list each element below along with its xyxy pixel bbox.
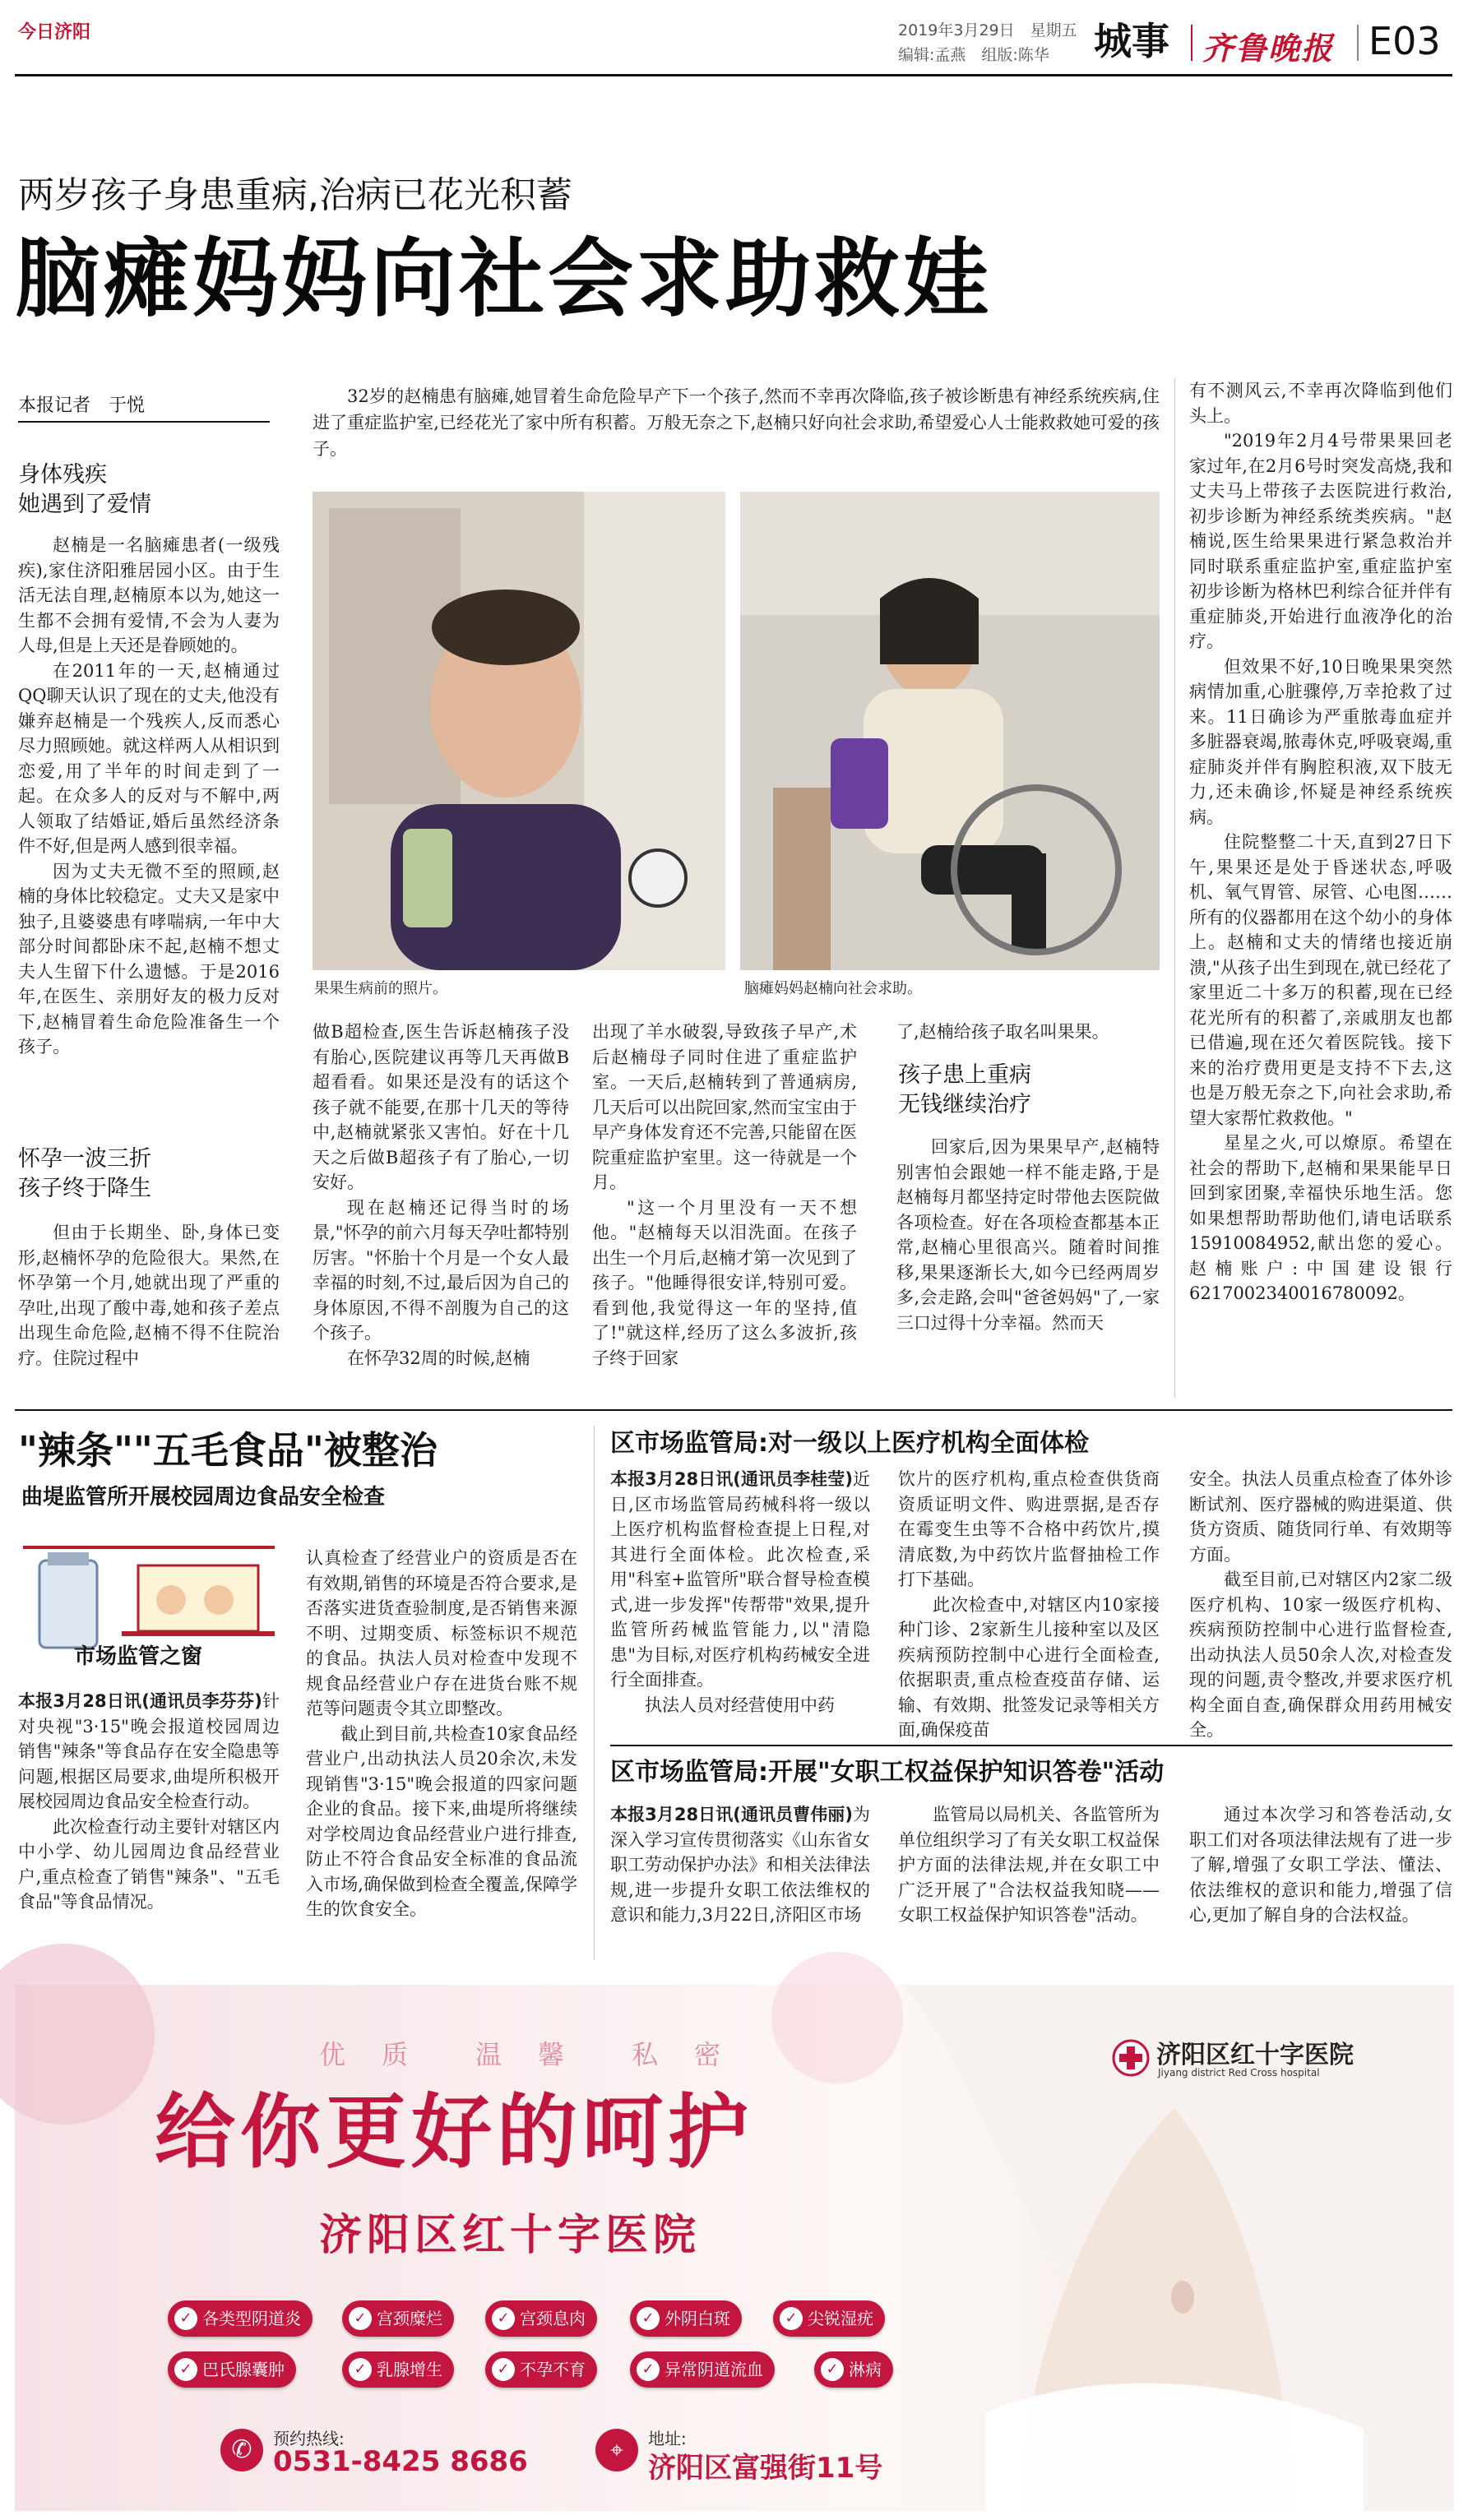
subhead-illness: 孩子患上重病 无钱继续治疗 [898, 1062, 1031, 1117]
child-photo-caption: 果果生病前的照片。 [314, 980, 447, 997]
service-item: ✓ 尖锐湿疣 [773, 2300, 885, 2337]
service-item: ✓ 各类型阴道炎 [168, 2300, 313, 2337]
service-item: ✓ 淋病 [814, 2351, 893, 2388]
lead-intro: 32岁的赵楠患有脑瘫,她冒着生命危险早产下一个孩子,然而不幸再次降临,孩子被诊断患有神经系统疾病,住进了重症监护室,已经花光了家中所有积蓄。万般无奈之下,赵楠只好向社会求助,希望爱心人士能救救她可爱的孩子。 [313, 386, 1160, 459]
section-title: 城事 [1094, 19, 1169, 63]
logo-name-en: Jiyang district Red Cross hospital [1158, 2067, 1320, 2078]
story4-col1: 本报3月28日讯(通讯员曹伟丽)为深入学习宣传贯彻落实《山东省女职工劳动保护办法》和相关法律法规,进一步提升女职工依法维权的意识和能力,3月22日,济阳区市场 [610, 1805, 871, 1925]
lead-col4-top: 了,赵楠给孩子取名叫果果。 [896, 1022, 1109, 1042]
lead-col1-part2: 但由于长期坐、卧,身体已变形,赵楠怀孕的危险很大。果然,在怀孕第一个月,她就出现了严重的孕吐,出现了酸中毒,她和孩子差点出现生命危险,赵楠不得不住院治疗。住院过程中 [18, 1223, 280, 1368]
hospital-ad [15, 1985, 1454, 2511]
check-icon: ✓ [349, 2358, 372, 2381]
lead-col5: 有不测风云,不幸再次降临到他们头上。 "2019年2月4号带果果回老家过年,在2月6号时突发高烧,我和丈夫马上带孩子去医院进行救治,初步诊断为神经系统类疾病。"赵楠说,医生给果果进行紧急救治并同时联系重症监护室,重症监护室初步诊断为格林巴利综合征并伴有重症肺炎,开始进行血液净化的治疗。 但效果不好,10日晚果果突然病情加重,心脏骤停,万幸抢救了过来。11日确诊为严重脓毒血症并多脏器衰竭,脓毒休克,呼吸衰竭,重症肺炎并伴有胸腔积液,双下肢无力,还未确诊,怀疑是神经系统疾病。 住院整整二十天,直到27日下午,果果还是处于昏迷状态,呼吸机、氧气胃管、尿管、心电图……所有的仪器都用在这个幼小的身体上。赵楠和丈夫的情绪也接近崩溃,"从孩子出生到现在,就已经花了家里近二十多万的积蓄,现在已经花光所有的积蓄了,亲戚朋友也都已借遍,现在还欠着医院钱。接下来的治疗费用更是支持不下去,这也是万般无奈之下,向社会求助,希望大家帮忙救救他。" 星星之火,可以燎原。希望在社会的帮助下,赵楠和果果能早日回到家团聚,幸福快乐地生活。您如果想帮助帮助他们,请电话联系15910084952,献出您的爱心。赵楠账户:中国建设银行6217002340016780092。 [1189, 381, 1452, 1303]
column-rule [1174, 378, 1175, 1398]
story4-lead-in: 本报3月28日讯(通讯员曹伟丽) [610, 1805, 853, 1824]
subhead-pregnancy: 怀孕一波三折 孩子终于降生 [18, 1146, 151, 1201]
masthead-rule [15, 74, 1452, 76]
issue-date: 2019年3月29日 星期五 [898, 21, 1077, 39]
story2-lead-in: 本报3月28日讯(通讯员李芬芬) [18, 1691, 262, 1711]
story4-headline: 区市场监管局:开展"女职工权益保护知识答卷"活动 [610, 1758, 1165, 1787]
child-illustration [313, 492, 725, 970]
logo-name-cn: 济阳区红十字医院 [1156, 2041, 1354, 2069]
service-item: ✓ 宫颈糜烂 [342, 2300, 454, 2337]
paper-name-logo: 齐鲁晚报 [1202, 30, 1335, 67]
address-text: 济阳区富强街11号 [648, 2452, 883, 2485]
check-icon: ✓ [492, 2358, 515, 2381]
story4-col2: 监管局以局机关、各监管所为单位组织学习了有关女职工权益保护方面的法律法规,并在女职工中广泛开展了"合法权益我知晓——女职工权益保护知识答卷"活动。 [898, 1805, 1160, 1925]
service-item: ✓ 宫颈息肉 [485, 2300, 597, 2337]
lead-col3: 出现了羊水破裂,导致孩子早产,术后赵楠母子同时住进了重症监护室。一天后,赵楠转到了普通病房,几天后可以出院回家,然而宝宝由于早产身体发育还不完善,只能留在医院重症监护室里。这一待就是一个月。 "这一个月里没有一天不想他。"赵楠每天以泪洗面。在孩子出生一个月后,赵楠才第一次见到了孩子。"他睡得很安详,特别可爱。看到他,我觉得这一年的坚持,值了!"就这样,经历了这么多波折,孩子终于回家 [592, 1022, 857, 1368]
story3-col2: 饮片的医疗机构,重点检查供货商资质证明文件、购进票据,是否存在霉变生虫等不合格中药饮片,摸清底数,为中药饮片监督抽检工作打下基础。 此次检查中,对辖区内10家接种门诊、2家新生儿接种室以及区疾病预防控制中心进行全面检查,依据职责,重点检查疫苗存储、运输、有效期、批签发记录等相关方面,确保疫苗 [898, 1469, 1160, 1740]
phone-icon: ✆ [220, 2429, 263, 2471]
masthead-divider-2 [1357, 25, 1359, 61]
service-item: ✓ 异常阴道流血 [630, 2351, 775, 2388]
story3-headline: 区市场监管局:对一级以上医疗机构全面体检 [610, 1429, 1089, 1458]
service-item: ✓ 乳腺增生 [342, 2351, 454, 2388]
mother-photo [740, 492, 1160, 970]
ad-hospital-name: 济阳区红十字医院 [319, 2211, 702, 2260]
child-photo [313, 492, 725, 970]
phone-number: 0531-8425 8686 [273, 2445, 528, 2478]
story2-headline: "辣条""五毛食品"被整治 [18, 1428, 438, 1473]
editors: 编辑:孟燕 组版:陈华 [898, 46, 1049, 64]
check-icon: ✓ [492, 2307, 515, 2330]
red-cross-icon [1112, 2039, 1150, 2077]
mother-photo-caption: 脑瘫妈妈赵楠向社会求助。 [744, 980, 922, 997]
check-icon: ✓ [637, 2358, 660, 2381]
story3-col3: 安全。执法人员重点检查了体外诊断试剂、医疗器械的购进渠道、供货方资质、随货同行单、有效期等方面。 截至目前,已对辖区内2家二级医疗机构、10家一级医疗机构、疾病预防控制中心进行监督检查,出动执法人员50余人次,对检查发现的问题,责令整改,并要求医疗机构全面自查,确保群众用药用械安全。 [1189, 1469, 1452, 1740]
story2-subhead: 曲堤监管所开展校园周边食品安全检查 [21, 1485, 386, 1510]
page-number: E03 [1368, 19, 1441, 63]
section-label: 今日济阳 [18, 22, 91, 43]
market-window-logo [23, 1546, 275, 1677]
story2-col2: 认真检查了经营业户的资质是否在有效期,销售的环境是否符合要求,是否落实进货查验制度,是否销售来源不明、过期变质、标签标识不规范的食品。执法人员对检查中发现不规食品经营业户存在进货台账不规范等问题责令其立即整改。 截止到目前,共检查10家食品经营业户,出动执法人员20余次,未发现销售"3·15"晚会报道的四家问题企业的食品。接下来,曲堤所将继续对学校周边食品经营业户进行排查,防止不符合食品安全标准的食品流入市场,确保做到检查全覆盖,保障学生的饮食安全。 [306, 1548, 577, 1919]
lead-col2: 做B超检查,医生告诉赵楠孩子没有胎心,医院建议再等几天再做B超看看。如果还是没有的话这个孩子就不能要,在那十几天的等待中,赵楠就紧张又害怕。好在十几天之后做B超孩子有了胎心,一切安好。 现在赵楠还记得当时的场景,"怀孕的前六月每天孕吐都特别厉害。"怀胎十个月是一个女人最幸福的时刻,不过,最后因为自己的身体原因,不得不剖腹为自己的这个孩子。 在怀孕32周的时候,赵楠 [313, 1022, 569, 1368]
story4-col3: 通过本次学习和答卷活动,女职工们对各项法律法规有了进一步了解,增强了女职工学法、懂法、依法维权的意识和能力,增强了信心,更加了解自身的合法权益。 [1189, 1805, 1452, 1925]
lead-col4: 回家后,因为果果早产,赵楠特别害怕会跟她一样不能走路,于是赵楠每月都坚持定时带他去医院做各项检查。好在各项检查都基本正常,赵楠心里很高兴。随着时间推移,果果逐渐长大,如今已经两周岁多,会走路,会叫"爸爸妈妈"了,一家三口过得十分幸福。然而天 [896, 1137, 1160, 1333]
subhead-love: 身体残疾 她遇到了爱情 [18, 462, 151, 517]
check-icon: ✓ [637, 2307, 660, 2330]
check-icon: ✓ [174, 2307, 197, 2330]
column-rule-2 [594, 1426, 595, 1960]
ad-slogan: 给你更好的呵护 [155, 2086, 754, 2180]
masthead-divider [1191, 25, 1192, 61]
lead-kicker: 两岁孩子身患重病,治病已花光积蓄 [18, 174, 572, 216]
story2-col1: 本报3月28日讯(通讯员李芬芬)针对央视"3·15"晚会报道校园周边销售"辣条"等食品存在安全隐患等问题,根据区局要求,曲堤所积极开展校园周边食品安全检查行动。 此次检查行动主要针对辖区内中小学、幼儿园周边食品经营业户,重点检查了销售"辣条"、"五毛食品"等食品情况。 [18, 1691, 280, 1912]
address-label: 地址: [648, 2429, 687, 2448]
check-icon: ✓ [821, 2358, 844, 2381]
check-icon: ✓ [349, 2307, 372, 2330]
section-rule [15, 1409, 1452, 1411]
ad-tagline: 优 质 温 馨 私 密 [319, 2039, 726, 2070]
lead-headline: 脑瘫妈妈向社会求助救娃 [15, 229, 993, 329]
phone-label: 预约热线: [273, 2429, 345, 2448]
lead-col1-part1: 赵楠是一名脑瘫患者(一级残疾),家住济阳雅居园小区。由于生活无法自理,赵楠原本以为,她这一生都不会拥有爱情,不会为人妻为人母,但是上天还是眷顾她的。 在2011年的一天,赵楠通过QQ聊天认识了现在的丈夫,他没有嫌弃赵楠是一个残疾人,反而悉心尽力照顾她。就这样两人从相识到恋爱,用了半年的时间走到了一起。在众多人的反对与不解中,两人领取了结婚证,婚后虽然经济条件不好,但是两人感到很幸福。 因为丈夫无微不至的照顾,赵楠的身体比较稳定。丈夫又是家中独子,且婆婆患有哮喘病,一年中大部分时间都卧床不起,赵楠不想丈夫人生留下什么遗憾。于是2016年,在医生、亲朋好友的极力反对下,赵楠冒着生命危险准备生一个孩子。 [18, 535, 280, 1057]
byline: 本报记者 于悦 [18, 395, 146, 416]
location-icon: ⌖ [595, 2429, 638, 2471]
story3-lead-in: 本报3月28日讯(通讯员李桂莹) [610, 1469, 853, 1489]
story3-col1: 本报3月28日讯(通讯员李桂莹)近日,区市场监管局药械科将一级以上医疗机构监督检查提上日程,对其进行全面体检。此次检查,采用"科室+监管所"联合督导检查模式,进一步发挥"传帮带"效果,提升监管所药械监管能力,以"清隐患"为目标,对医疗机构药械安全进行全面排查。 执法人员对经营使用中药 [610, 1469, 871, 1715]
service-item: ✓ 巴氏腺囊肿 [168, 2351, 296, 2388]
check-icon: ✓ [780, 2307, 803, 2330]
service-item: ✓ 外阴白斑 [630, 2300, 742, 2337]
check-icon: ✓ [174, 2358, 197, 2381]
hospital-logo [1112, 2034, 1441, 2083]
mother-illustration [740, 492, 1160, 970]
service-item: ✓ 不孕不育 [485, 2351, 597, 2388]
market-window-label: 市场监管之窗 [74, 1644, 203, 1669]
